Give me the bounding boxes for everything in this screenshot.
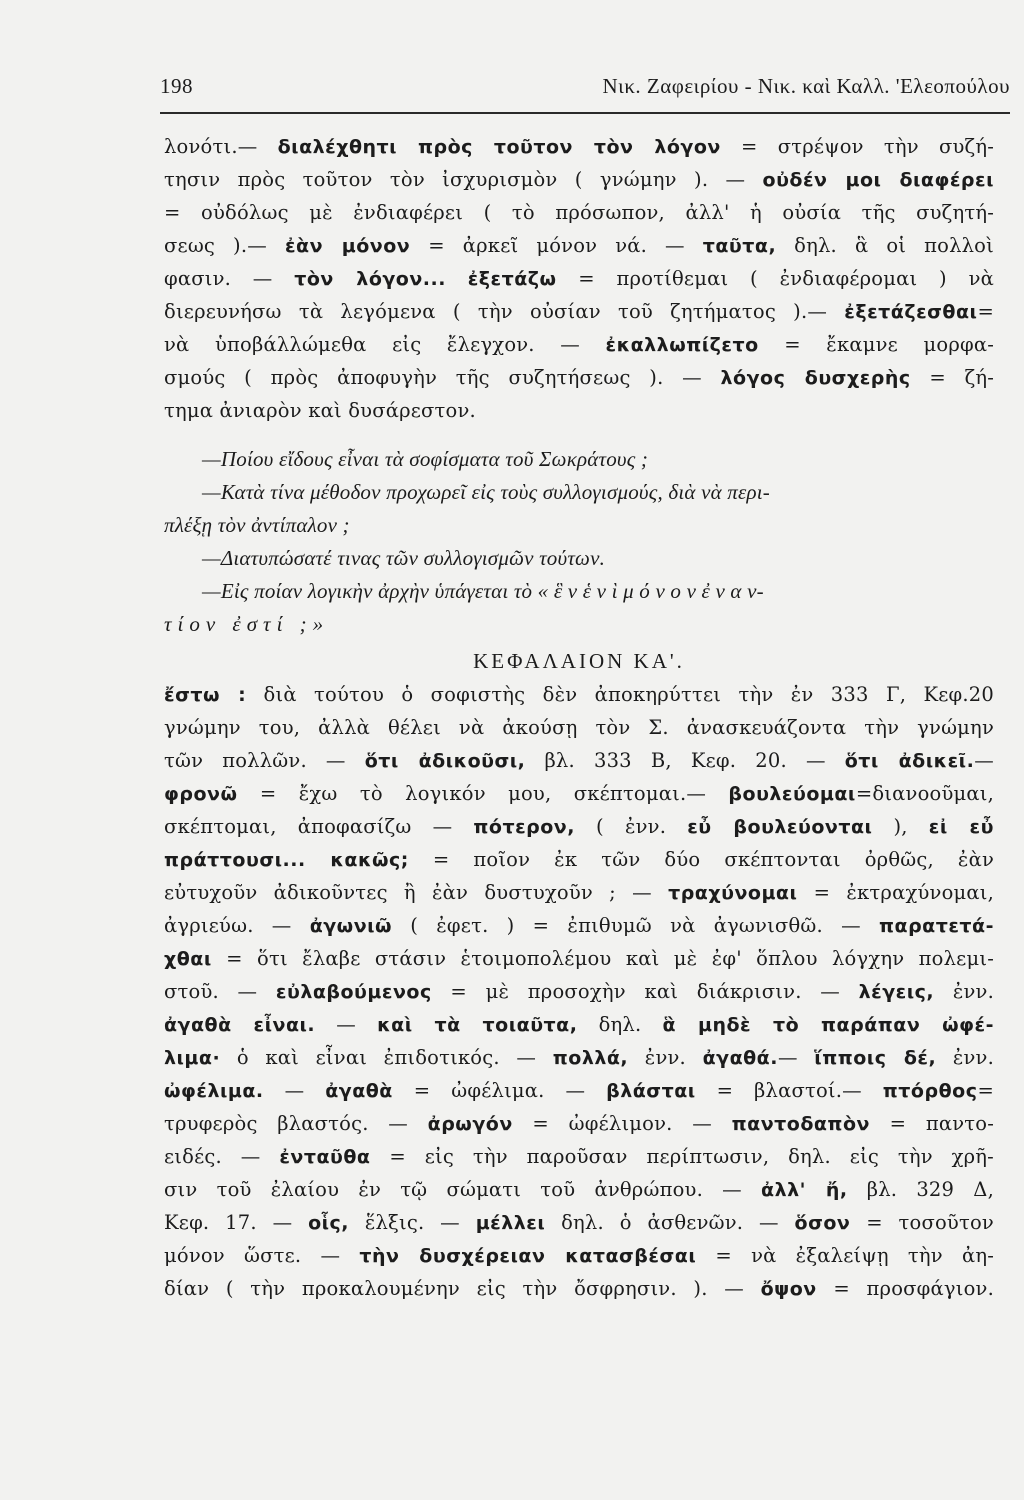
text-line: τησιν πρὸς τοῦτον τὸν ἰσχυρισμὸν ( γνώμην ). — οὐδέν μοι διαφέρει xyxy=(164,168,994,191)
lemma-term: οἷς, xyxy=(308,1212,350,1234)
question-line: πλέξῃ τὸν ἀντίπαλον ; xyxy=(164,513,350,537)
text-line: στοῦ. — εὐλαβούμενος = μὲ προσοχὴν καὶ διάκρισιν. — λέγεις, ἐνν. xyxy=(164,980,994,1003)
text-line: ειδές. — ἐνταῦθα = εἰς τὴν παροῦσαν περίπτωσιν, δηλ. εἰς τὴν χρῆ- xyxy=(164,1145,994,1168)
lemma-term: ἀγωνιῶ xyxy=(309,915,393,937)
lemma-term: ἃ μηδὲ τὸ παράπαν ὠφέ- xyxy=(662,1014,994,1036)
question-line: —Ποίου εἴδους εἶναι τὰ σοφίσματα τοῦ Σωκράτους ; xyxy=(202,447,649,471)
text-line: σμούς ( πρὸς ἀποφυγὴν τῆς συζητήσεως ). — λόγος δυσχερὴς = ζή- xyxy=(164,366,994,389)
lemma-term: πτόρθος xyxy=(882,1080,978,1102)
text-line: ἔστω : διὰ τούτου ὁ σοφιστὴς δὲν ἀποκηρύττει τὴν ἐν 333 Γ, Κεφ.20 xyxy=(164,683,994,706)
text-line: = οὐδόλως μὲ ἐνδιαφέρει ( τὸ πρόσωπον, ἀλλ' ἡ οὐσία τῆς συζητή- xyxy=(164,201,994,224)
lemma-term: φρονῶ xyxy=(164,783,238,805)
lemma-term: ἐνταῦθα xyxy=(279,1146,371,1168)
text-line: λονότι.— διαλέχθητι πρὸς τοῦτον τὸν λόγον = στρέψον τὴν συζή- xyxy=(164,135,994,158)
lemma-term: ἐξετάζω xyxy=(467,268,557,290)
lemma-term: εὐλαβούμενος xyxy=(275,981,432,1003)
lemma-term: ταῦτα, xyxy=(702,235,777,257)
lemma-term: ἀγαθά. xyxy=(702,1047,778,1069)
section-gap xyxy=(164,427,994,443)
question-line: —Εἰς ποίαν λογικὴν ἀρχὴν ὑπάγεται τὸ « ἓ ν ἑ ν ὶ μ ό ν ο ν ἐ ν α ν- xyxy=(202,579,764,603)
lemma-term: τραχύνομαι xyxy=(668,882,798,904)
lemma-term: ὄψον xyxy=(760,1278,817,1300)
lemma-term: εἰ εὖ xyxy=(928,816,994,838)
text-line: διερευνήσω τὰ λεγόμενα ( τὴν οὐσίαν τοῦ ζητήματος ).— ἐξετάζεσθαι= xyxy=(164,300,994,323)
page-body xyxy=(164,130,994,1305)
text-line: σεως ).— ἐὰν μόνον = ἀρκεῖ μόνον νά. — ταῦτα, δηλ. ἃ οἱ πολλοὶ xyxy=(164,234,994,257)
lemma-term: διαλέχθητι πρὸς τοῦτον τὸν λόγον xyxy=(277,136,721,158)
text-line: ἀγαθὰ εἶναι. — καὶ τὰ τοιαῦτα, δηλ. ἃ μηδὲ τὸ παράπαν ὠφέ- xyxy=(164,1013,994,1036)
lemma-term: ἀρωγόν xyxy=(427,1113,513,1135)
lemma-term: ἵπποις δέ, xyxy=(814,1047,937,1069)
lemma-term: ἐὰν μόνον xyxy=(284,235,411,257)
text-line: τῶν πολλῶν. — ὅτι ἀδικοῦσι, βλ. 333 Β, Κεφ. 20. — ὅτι ἀδικεῖ.— xyxy=(164,749,994,772)
lemma-term: λόγος δυσχερὴς xyxy=(720,367,911,389)
lemma-term: ἐξετάζεσθαι xyxy=(844,301,978,323)
text-line: σκέπτομαι, ἀποφασίζω — πότερον, ( ἐνν. εὖ βουλεύονται ), εἰ εὖ xyxy=(164,815,994,838)
lemma-term: πράττουσι... κακῶς; xyxy=(164,849,409,871)
lemma-term: παρατετά- xyxy=(878,915,994,937)
lemma-term: ἀγαθὰ xyxy=(325,1080,393,1102)
question-line: τίον ἐστί ;» xyxy=(164,612,330,636)
header-rule xyxy=(160,112,1010,114)
lemma-term: ὠφέλιμα. xyxy=(164,1080,264,1102)
lemma-term: βλάσται xyxy=(606,1080,696,1102)
lemma-term: λέγεις, xyxy=(858,981,935,1003)
glossary-section-2 xyxy=(164,678,994,1305)
text-line: χθαι = ὅτι ἔλαβε στάσιν ἑτοιμοπολέμου καὶ μὲ ἐφ' ὅπλου λόγχην πολεμι- xyxy=(164,947,994,970)
lemma-term: εὖ βουλεύονται xyxy=(687,816,873,838)
question-line: —Κατὰ τίνα μέθοδον προχωρεῖ εἰς τοὺς συλλογισμούς, διὰ νὰ περι- xyxy=(202,480,770,504)
text-line: πράττουσι... κακῶς; = ποῖον ἐκ τῶν δύο σκέπτονται ὀρθῶς, ἐὰν xyxy=(164,848,994,871)
lemma-term: ὅτι ἀδικεῖ. xyxy=(844,750,975,772)
lemma-term: πολλά, xyxy=(552,1047,629,1069)
lemma-term: καὶ τὰ τοιαῦτα, xyxy=(377,1014,578,1036)
lemma-term: τὴν δυσχέρειαν κατασβέσαι xyxy=(359,1245,697,1267)
lemma-term: βουλεύομαι xyxy=(728,783,856,805)
lemma-term: ἀλλ' ἤ, xyxy=(761,1179,848,1201)
text-line: ἀγριεύω. — ἀγωνιῶ ( ἐφετ. ) = ἐπιθυμῶ νὰ ἀγωνισθῶ. — παρατετά- xyxy=(164,914,994,937)
text-line: εὐτυχοῦν ἀδικοῦντες ἢ ἐὰν δυστυχοῦν ; — τραχύνομαι = ἐκτραχύνομαι, xyxy=(164,881,994,904)
text-line: τημα ἀνιαρὸν καὶ δυσάρεστον. xyxy=(164,399,476,422)
study-questions xyxy=(164,443,994,641)
lemma-term: ἔστω : xyxy=(164,684,247,706)
glossary-section-1 xyxy=(164,130,994,427)
text-line: Κεφ. 17. — οἷς, ἕλξις. — μέλλει δηλ. ὁ ἀσθενῶν. — ὅσον = τοσοῦτον xyxy=(164,1211,994,1234)
lemma-term: πότερον, xyxy=(473,816,575,838)
lemma-term: μέλλει xyxy=(475,1212,546,1234)
text-line: ὠφέλιμα. — ἀγαθὰ = ὠφέλιμα. — βλάσται = βλαστοί.— πτόρθος= xyxy=(164,1079,994,1102)
lemma-term: ἐκαλλωπίζετο xyxy=(605,334,759,356)
lemma-term: οὐδέν μοι διαφέρει xyxy=(762,169,994,191)
text-line: γνώμην του, ἀλλὰ θέλει νὰ ἀκούσῃ τὸν Σ. ἀνασκευάζοντα τὴν γνώμην xyxy=(164,716,994,739)
text-line: νὰ ὑποβάλλώμεθα εἰς ἔλεγχον. — ἐκαλλωπίζετο = ἔκαμνε μορφα- xyxy=(164,333,994,356)
lemma-term: ἀγαθὰ εἶναι. xyxy=(164,1014,316,1036)
lemma-term: ὅσον xyxy=(794,1212,851,1234)
question-line: —Διατυπώσατέ τινας τῶν συλλογισμῶν τούτων. xyxy=(202,546,606,570)
page-header xyxy=(160,74,1010,102)
page-number: 198 xyxy=(160,74,193,98)
lemma-term: χθαι xyxy=(164,948,212,970)
lemma-term: τὸν λόγον... xyxy=(294,268,446,290)
text-line: φασιν. — τὸν λόγον... ἐξετάζω = προτίθεμαι ( ἐνδιαφέρομαι ) νὰ xyxy=(164,267,994,290)
text-line: δίαν ( τὴν προκαλουμένην εἰς τὴν ὄσφρησιν. ). — ὄψον = προσφάγιον. xyxy=(164,1277,994,1300)
text-line: φρονῶ = ἔχω τὸ λογικόν μου, σκέπτομαι.— βουλεύομαι=διανοοῦμαι, xyxy=(164,782,994,805)
text-line: μόνον ὥστε. — τὴν δυσχέρειαν κατασβέσαι = νὰ ἐξαλείψῃ τὴν ἀη- xyxy=(164,1244,994,1267)
chapter-title: ΚΕΦΑΛΑΙΟΝ ΚΑ'. xyxy=(473,649,685,673)
lemma-term: ὅτι ἀδικοῦσι, xyxy=(364,750,526,772)
lemma-term: λιμα· xyxy=(164,1047,221,1069)
text-line: τρυφερὸς βλαστός. — ἀρωγόν = ὠφέλιμον. — παντοδαπὸν = παντο- xyxy=(164,1112,994,1135)
lemma-term: παντοδαπὸν xyxy=(731,1113,870,1135)
text-line: λιμα· ὁ καὶ εἶναι ἐπιδοτικός. — πολλά, ἐνν. ἀγαθά.— ἵπποις δέ, ἐνν. xyxy=(164,1046,994,1069)
text-line: σιν τοῦ ἐλαίου ἐν τῷ σώματι τοῦ ἀνθρώπου. — ἀλλ' ἤ, βλ. 329 Δ, xyxy=(164,1178,994,1201)
running-title: Νικ. Ζαφειρίου - Νικ. καὶ Καλλ. 'Ελεοπούλου xyxy=(602,74,1010,98)
